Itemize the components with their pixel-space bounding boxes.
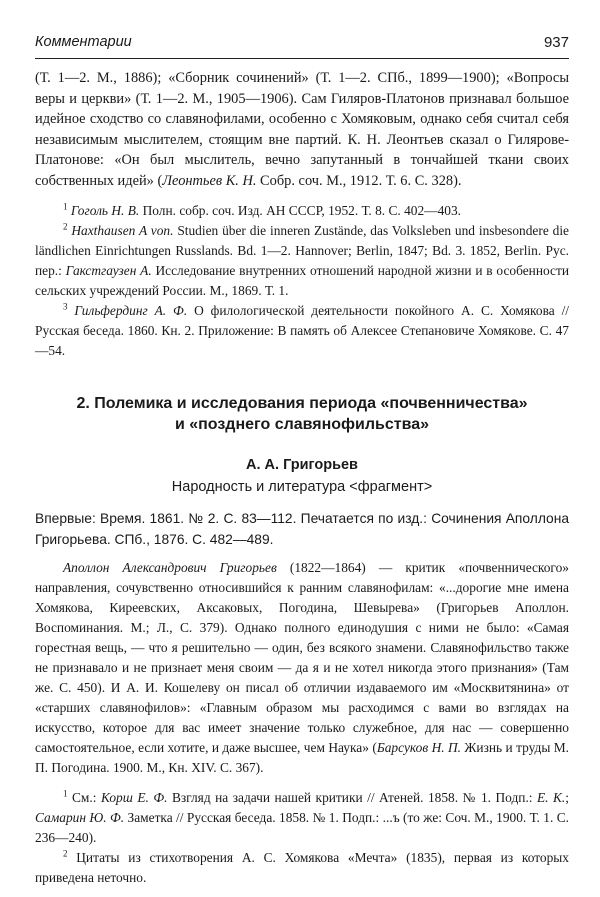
entry-work-title: Народность и литература <фрагмент> (171, 479, 433, 495)
footnote-text: Studien über die inneren Zustände, das Volksleben und insbesondere die ländlichen Einrichtungen Russlands. Bd. 1—2. Hannover; Berlin, 1847; Bd. 3. 1852, Berlin. Рус. пер.: (35, 223, 569, 278)
footnote-num: 1 (63, 788, 68, 799)
footnote-num: 1 (63, 201, 68, 212)
commentary-paragraph (35, 558, 569, 778)
page-number: 937 (543, 34, 569, 51)
section-title-line-1: 2. Полемика и исследования периода «почвенничества» (76, 395, 528, 412)
footnote-text: Полн. собр. соч. Изд. АН СССР, 1952. Т. 8. С. 402—403. (139, 203, 462, 218)
footnote-author: Корш Е. Ф. (100, 790, 168, 805)
commentary-name: Аполлон Александрович Григорьев (63, 560, 277, 575)
footnote-text: О филологической деятельности покойного А. С. Хомякова // Русская беседа. 1860. Кн. 2. Приложение: В память об Алексее Степановиче Хомякове. С. 47—54. (35, 303, 570, 358)
footnote-text: Взгляд на задачи нашей критики // Атеней. 1858. № 1. Подп.: (167, 790, 537, 805)
footnote-num: 3 (63, 301, 68, 312)
footnote-bottom-1 (35, 788, 569, 848)
intro-text-end: Собр. соч. М., 1912. Т. 6. С. 328). (256, 172, 462, 189)
footnote-author: Самарин Ю. Ф. (35, 810, 125, 825)
intro-continuation (35, 68, 569, 191)
footnote-text: Заметка // Русская беседа. 1858. № 1. Подп.: ...ъ (то же: Соч. М., 1900. Т. 1. С. 236—240). (35, 810, 569, 845)
footnote-1 (35, 201, 569, 221)
running-head (35, 34, 569, 58)
footnote-3 (35, 301, 569, 361)
footnote-text: Цитаты из стихотворения А. С. Хомякова «Мечта» (1835), первая из которых приведена неточно. (35, 850, 569, 885)
commentary-cite: Барсуков Н. П. (376, 740, 462, 755)
footnotes-top (35, 201, 569, 361)
footnote-author: Гоголь Н. В. (70, 203, 140, 218)
section-title-line-2: и «позднего славянофильства» (174, 416, 430, 433)
footnote-num: 2 (63, 848, 68, 859)
footnote-author: Haxthausen A von. (71, 223, 174, 238)
footnote-bottom-2 (35, 848, 569, 888)
footnote-text: Исследование внутренних отношений народной жизни и в особенности сельских учреждений России. М., 1869. Т. 1. (35, 263, 569, 298)
commentary-text: (1822—1864) — критик «почвеннического» направления, сочувственно относившийся к ранним славянофилам: «...дорогие мне имена Хомякова, Киреевских, Аксаковых, Погодина, Шевырева» (Григорьев Аполлон. Воспоминания. М.; Л., С. 379). Однако полного единодушия с ними не было: «Самая горестная вещь, — что я решительно — один, без всякого знамени. Славянофильство также не признавало и не признает меня своим — да я и не хотел никогда этого признания» (Там же. С. 450). И А. И. Кошелеву он писал об отличии издаваемого им «Москвитянина» от «старших славянофилов»: «Главным образом мы расходимся с вами во взглядах на искусство, которое для вас имеет значение только служебное, для нас — совершенно самостоятельное, если хотите, и даже высшее, чем Наука» ( (35, 560, 569, 755)
entry-author: А. А. Григорьев (246, 457, 358, 473)
footnote-text: См.: (67, 790, 101, 805)
footnote-num: 2 (63, 221, 68, 232)
commentary-text-end: Жизнь и труды М. П. Погодина. 1900. М., Кн. XIV. С. 367). (35, 740, 569, 775)
intro-cite: Леонтьев К. Н. (162, 172, 257, 189)
footnotes-bottom (35, 788, 569, 888)
running-head-title: Комментарии (35, 34, 132, 50)
intro-text: (Т. 1—2. М., 1886); «Сборник сочинений» (Т. 1—2. СПб., 1899—1900); «Вопросы веры и церкви» (Т. 1—2. М., 1905—1906). Сам Гиляров-Платонов признавал большое идейное сходство со славянофилами, особенно с Хомяковым, однако себя считал себя независимым мыслителем, стоящим вне партий. К. Н. Леонтьев сказал о Гилярове-Платонове: «Он был мыслитель, вечно запутанный в тончайшей ткани своих собственных идей» ( (35, 70, 569, 189)
header-rule (35, 58, 569, 59)
page-body (35, 68, 569, 888)
footnote-2 (35, 221, 569, 301)
footnote-author: Е. К. (537, 790, 566, 805)
footnote-author: Гильфердинг А. Ф. (74, 303, 188, 318)
footnote-author: Гакстгаузен А. (65, 263, 152, 278)
first-published-note: Впервые: Время. 1861. № 2. С. 83—112. Печатается по изд.: Сочинения Аполлона Григорьева. СПб., 1876. С. 482—489. (35, 511, 569, 547)
footnote-text: ; (565, 790, 569, 805)
